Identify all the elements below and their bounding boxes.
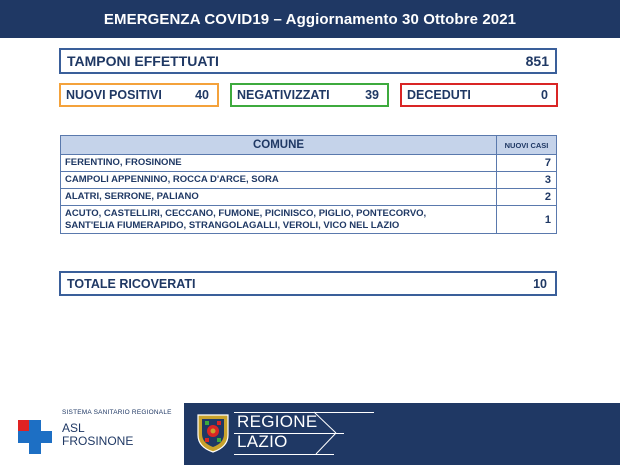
deceduti-value: 0 — [541, 88, 548, 102]
deceduti-label: DECEDUTI — [407, 88, 471, 102]
tamponi-value: 851 — [525, 53, 549, 69]
regione-emblem-icon — [196, 413, 230, 453]
negativizzati-value: 39 — [365, 88, 379, 102]
regione-lazio-banner — [184, 403, 620, 465]
comune-cell-line: ACUTO, CASTELLIRI, CECCANO, FUMONE, PICINISCO, PIGLIO, PONTECORVO, — [65, 207, 427, 219]
tamponi-label: TAMPONI EFFETTUATI — [67, 53, 219, 69]
nuovi-positivi-box — [59, 83, 219, 107]
casi-cell: 1 — [497, 206, 557, 234]
table-header-row — [61, 136, 557, 155]
comune-cell-line: SANT'ELIA FIUMERAPIDO, STRANGOLAGALLI, VEROLI, VICO NEL LAZIO — [65, 219, 400, 231]
negativizzati-box — [230, 83, 389, 107]
table-row — [61, 172, 557, 189]
ricoverati-box — [59, 271, 557, 296]
asl-logo — [18, 407, 193, 457]
casi-cell: 3 — [497, 172, 557, 189]
table-row — [61, 155, 557, 172]
nuovi-positivi-label: NUOVI POSITIVI — [66, 88, 162, 102]
asl-province-label: FROSINONE — [62, 434, 134, 448]
banner-diagonal-lines — [284, 403, 344, 465]
comune-cell: CAMPOLI APPENNINO, ROCCA D'ARCE, SORA — [61, 172, 497, 189]
casi-cell: 7 — [497, 155, 557, 172]
ricoverati-label: TOTALE RICOVERATI — [67, 276, 196, 291]
ssr-label: SISTEMA SANITARIO REGIONALE — [62, 409, 172, 416]
comune-cell — [61, 206, 497, 234]
table-row — [61, 206, 557, 234]
comuni-table — [60, 135, 557, 234]
tamponi-box — [59, 48, 557, 74]
cross-icon — [18, 420, 52, 454]
nuovi-casi-column-header: NUOVI CASI — [497, 136, 557, 155]
page-title: EMERGENZA COVID19 – Aggiornamento 30 Ottobre 2021 — [103, 10, 517, 28]
comune-column-header: COMUNE — [61, 136, 497, 155]
negativizzati-label: NEGATIVIZZATI — [237, 88, 330, 102]
nuovi-positivi-value: 40 — [195, 88, 209, 102]
deceduti-box — [400, 83, 558, 107]
comune-cell: FERENTINO, FROSINONE — [61, 155, 497, 172]
ricoverati-value: 10 — [533, 276, 547, 291]
page-header — [0, 0, 620, 38]
asl-label: ASL — [62, 421, 85, 435]
lazio-label: LAZIO — [237, 432, 288, 451]
comune-cell: ALATRI, SERRONE, PALIANO — [61, 189, 497, 206]
table-row — [61, 189, 557, 206]
casi-cell: 2 — [497, 189, 557, 206]
regione-label: REGIONE — [237, 412, 318, 431]
